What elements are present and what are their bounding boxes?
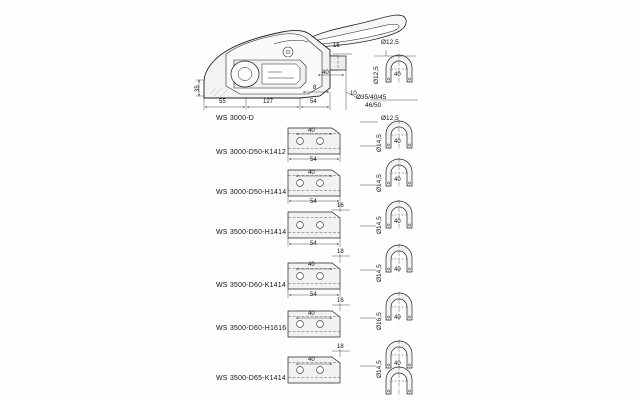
top-bracket-dia-1: Ø12,5 bbox=[381, 39, 399, 46]
top-bracket-range-2: 46/50 bbox=[365, 102, 382, 109]
row-plate-7 bbox=[288, 349, 412, 396]
top-dim-40: 40 bbox=[322, 70, 329, 76]
model-label-7: WS 3500-D65-K1414 bbox=[216, 375, 286, 382]
model-label-1: WS 3000-D bbox=[216, 115, 254, 122]
row1-bracket-dia: Ø12,5 bbox=[381, 115, 399, 122]
top-dim-55: 55 bbox=[219, 99, 226, 105]
bracket-inner-40-3: 40 bbox=[394, 177, 401, 183]
bracket-inner-40-1: 40 bbox=[394, 72, 401, 78]
top-dim-127: 127 bbox=[263, 99, 274, 105]
top-dim-10: 10 bbox=[350, 91, 357, 97]
bracket-inner-40-7: 40 bbox=[394, 361, 401, 367]
top-dim-35: 35 bbox=[195, 85, 201, 92]
row2-dim-40: 40 bbox=[308, 128, 315, 134]
model-label-4: WS 3500-D60-H1414 bbox=[216, 229, 287, 236]
top-dim-16: 16 bbox=[333, 43, 340, 49]
top-bracket-dia-2: Ø12,5 bbox=[373, 66, 380, 84]
bracket-inner-40-4: 40 bbox=[394, 219, 401, 225]
row7-dim-40: 40 bbox=[308, 357, 315, 363]
row5-dim-40: 40 bbox=[308, 262, 315, 268]
row3-dim-40: 40 bbox=[308, 170, 315, 176]
row6-dim-40: 40 bbox=[308, 311, 315, 317]
row6-bracket-dia: Ø16,5 bbox=[376, 312, 383, 330]
bracket-inner-40-5: 40 bbox=[394, 267, 401, 273]
row3-bracket-dia: Ø14,5 bbox=[376, 174, 383, 192]
row5-bracket-dia: Ø14,5 bbox=[376, 264, 383, 282]
row3-dim-54: 54 bbox=[310, 199, 317, 205]
row7-bracket-dia: Ø14,5 bbox=[376, 360, 383, 378]
model-label-3: WS 3000-D50-H1414 bbox=[216, 189, 287, 196]
row4-dim-54: 54 bbox=[310, 241, 317, 247]
bracket-inner-40-2: 40 bbox=[394, 139, 401, 145]
top-bracket-range-1: Ø35/40/45 bbox=[356, 94, 387, 101]
row4-dim-16: 16 bbox=[337, 203, 344, 209]
model-label-5: WS 3500-D60-K1414 bbox=[216, 282, 286, 289]
row2-dim-54: 54 bbox=[310, 157, 317, 163]
top-dim-54: 54 bbox=[310, 99, 317, 105]
model-label-6: WS 3500-D60-H1616 bbox=[216, 325, 287, 332]
top-dim-8: 8 bbox=[313, 85, 317, 91]
model-label-2: WS 3000-D50-K1412 bbox=[216, 149, 286, 156]
row2-bracket-dia: Ø14,5 bbox=[376, 134, 383, 152]
row7-dim-18: 18 bbox=[337, 344, 344, 350]
row5-dim-18: 18 bbox=[337, 249, 344, 255]
row4-bracket-dia: Ø14,5 bbox=[376, 216, 383, 234]
bracket-inner-40-6: 40 bbox=[394, 315, 401, 321]
row-bracket-1 bbox=[386, 120, 412, 150]
row5-dim-54: 54 bbox=[310, 292, 317, 298]
row6-dim-16: 16 bbox=[337, 298, 344, 304]
coupling-head-top-view bbox=[204, 15, 406, 98]
